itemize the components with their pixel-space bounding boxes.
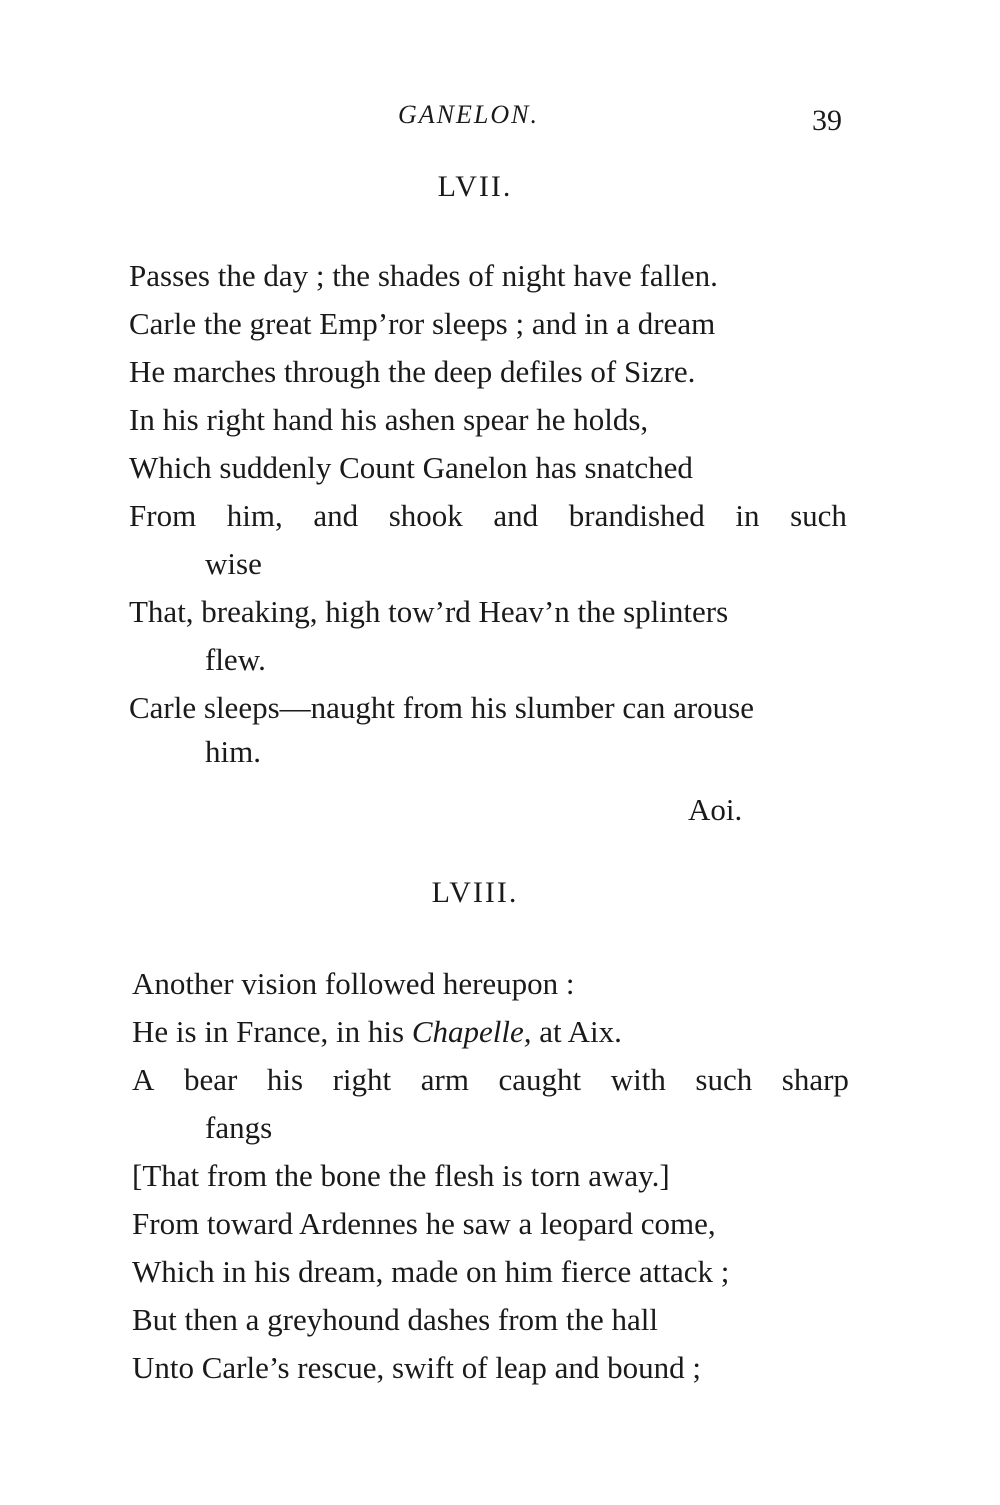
verse-line: Another vision followed hereupon : — [132, 966, 575, 1001]
verse-line: [That from the bone the flesh is torn away.] — [132, 1158, 670, 1193]
verse-line: Carle sleeps—naught from his slumber can arouse — [129, 690, 754, 725]
verse-line: Carle the great Emp’ror sleeps ; and in a dream — [129, 306, 716, 341]
verse-line: Which in his dream, made on him fierce attack ; — [132, 1254, 730, 1289]
verse-word: A — [132, 1062, 155, 1097]
verse-line: From toward Ardennes he saw a leopard come, — [132, 1206, 716, 1241]
verse-word: such — [790, 498, 847, 533]
italic-word: Chapelle, — [411, 1014, 532, 1049]
verse-word: shook — [388, 498, 463, 533]
verse-line: He marches through the deep defiles of Sizre. — [129, 354, 696, 389]
verse-word: and — [313, 498, 359, 533]
verse-word: arm — [420, 1062, 469, 1097]
verse-word: caught — [498, 1062, 582, 1097]
verse-line: Unto Carle’s rescue, swift of leap and bound ; — [132, 1350, 702, 1385]
running-title: GANELON. — [398, 100, 539, 129]
verse-line: That, breaking, high tow’rd Heav’n the splinters — [129, 594, 729, 629]
verse-line: But then a greyhound dashes from the hall — [132, 1302, 659, 1337]
verse-word: sharp — [781, 1062, 849, 1097]
end-mark-aoi: Aoi. — [688, 792, 743, 827]
verse-word: such — [695, 1062, 753, 1097]
verse-word: and — [493, 498, 539, 533]
verse-word: brandished — [568, 498, 705, 533]
verse-line-continuation: him. — [205, 734, 261, 769]
verse-line: In his right hand his ashen spear he holds, — [129, 402, 649, 437]
verse-word: with — [610, 1062, 666, 1097]
verse-word: in — [735, 498, 760, 533]
verse-line: Passes the day ; the shades of night have fallen. — [129, 258, 718, 293]
verse-line: Which suddenly Count Ganelon has snatched — [129, 450, 693, 485]
verse-line-justified — [129, 492, 847, 540]
page-number: 39 — [812, 104, 842, 137]
section-heading-lviii: LVIII. — [431, 876, 519, 909]
verse-word: right — [332, 1062, 392, 1097]
verse-word: bear — [183, 1062, 238, 1097]
verse-line-continuation: flew. — [205, 642, 266, 677]
verse-line-continuation: fangs — [205, 1110, 273, 1145]
section-heading-lvii: LVII. — [437, 170, 513, 203]
verse-line-justified — [132, 1056, 849, 1104]
verse-text: He is in France, in his — [132, 1014, 412, 1049]
verse-word: his — [266, 1062, 304, 1097]
verse-line-continuation: wise — [205, 546, 262, 581]
verse-text: at Aix. — [531, 1014, 622, 1049]
verse-line-with-italic — [132, 1008, 622, 1056]
running-head — [0, 100, 1000, 140]
verse-word: him, — [226, 498, 283, 533]
verse-word: From — [129, 498, 197, 533]
